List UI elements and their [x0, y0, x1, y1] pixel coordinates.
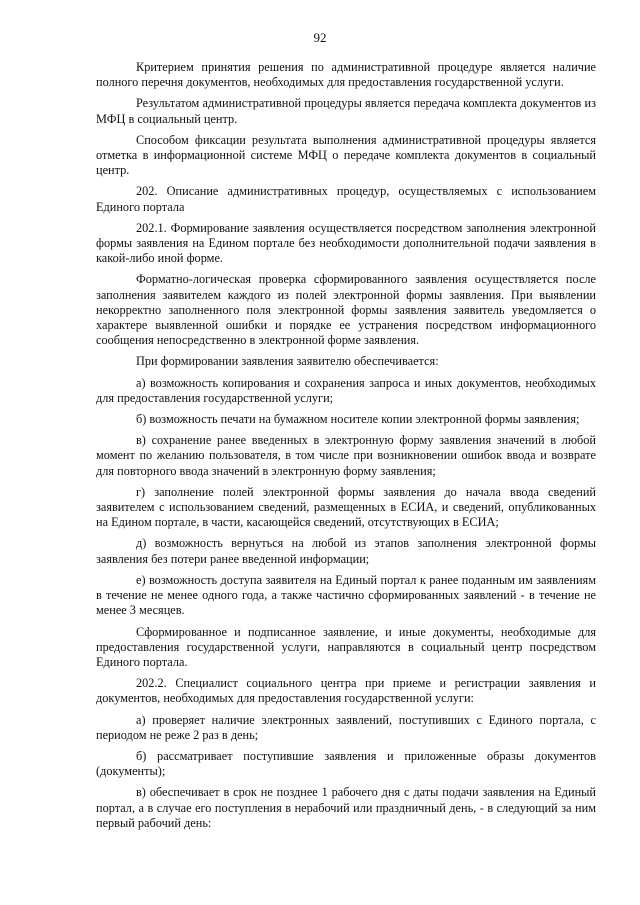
paragraph-format-check: Форматно-логическая проверка сформированного заявления осуществляется после заполнения заявителем каждого из полей электронной формы заявления. При выявлении некорректно заполненного поля электронной формы заявления заявитель уведомляется о характере выявленной ошибки и порядке ее устранения посредством информационного сообщения непосредственно в электронной форме заявления.	[96, 272, 596, 348]
paragraph-submission: Сформированное и подписанное заявление, и иные документы, необходимые для предоставления государственной услуги, направляются в социальный центр посредством Единого портала.	[96, 624, 596, 669]
page-number: 92	[313, 30, 327, 45]
paragraph-202-2: 202.2. Специалист социального центра при приеме и регистрации заявления и документов, необходимых для предоставления государственной услуги:	[96, 676, 596, 706]
paragraph-provisions-intro: При формировании заявления заявителю обеспечивается:	[136, 354, 439, 369]
list-item-specialist-v: в) обеспечивает в срок не позднее 1 рабочего дня с даты подачи заявления на Единый портал, а в случае его поступления в нерабочий или праздничный день, - в следующий за ним первый рабочий день:	[96, 785, 596, 830]
paragraph-decision-criterion: Критерием принятия решения по административной процедуре является наличие полного перечня документов, необходимых для предоставления государственной услуги.	[96, 60, 596, 90]
paragraph-result-fixation: Способом фиксации результата выполнения административной процедуры является отметка в информационной системе МФЦ о передаче комплекта документов в социальный центр.	[96, 132, 596, 178]
list-item-d: д) возможность вернуться на любой из этапов заполнения электронной формы заявления без потери ранее введенной информации;	[96, 536, 596, 566]
paragraph-202-1: 202.1. Формирование заявления осуществляется посредством заполнения электронной формы заявления на Едином портале без необходимости дополнительной подачи заявления в какой-либо иной форме.	[96, 220, 596, 266]
list-item-g: г) заполнение полей электронной формы заявления до начала ввода сведений заявителем с использованием сведений, размещенных в ЕСИА, и сведений, опубликованных на Едином портале, в части, касающейся сведений, отсутствующих в ЕСИА;	[96, 484, 596, 530]
list-item-specialist-b: б) рассматривает поступившие заявления и приложенные образы документов (документы);	[96, 748, 596, 779]
paragraph-procedure-result: Результатом административной процедуры является передача комплекта документов из МФЦ в социальный центр.	[96, 96, 596, 126]
list-item-e: е) возможность доступа заявителя на Единый портал к ранее поданным им заявлениям в течение не менее одного года, а также частично сформированных заявлений - в течение не менее 3 месяцев.	[96, 572, 596, 618]
list-item-a: а) возможность копирования и сохранения запроса и иных документов, необходимых для предоставления государственной услуги;	[96, 375, 596, 405]
list-item-b: б) возможность печати на бумажном носителе копии электронной формы заявления;	[136, 412, 580, 427]
list-item-specialist-a: а) проверяет наличие электронных заявлений, поступивших с Единого портала, с периодом не реже 2 раз в день;	[96, 712, 596, 742]
section-heading-202: 202. Описание административных процедур, осуществляемых с использованием Единого портала	[96, 184, 596, 214]
document-body	[96, 60, 596, 837]
list-item-v: в) сохранение ранее введенных в электронную форму заявления значений в любой момент по желанию пользователя, в том числе при возникновении ошибок ввода и возврате для повторного ввода значений в электронную форму заявления;	[96, 433, 596, 478]
